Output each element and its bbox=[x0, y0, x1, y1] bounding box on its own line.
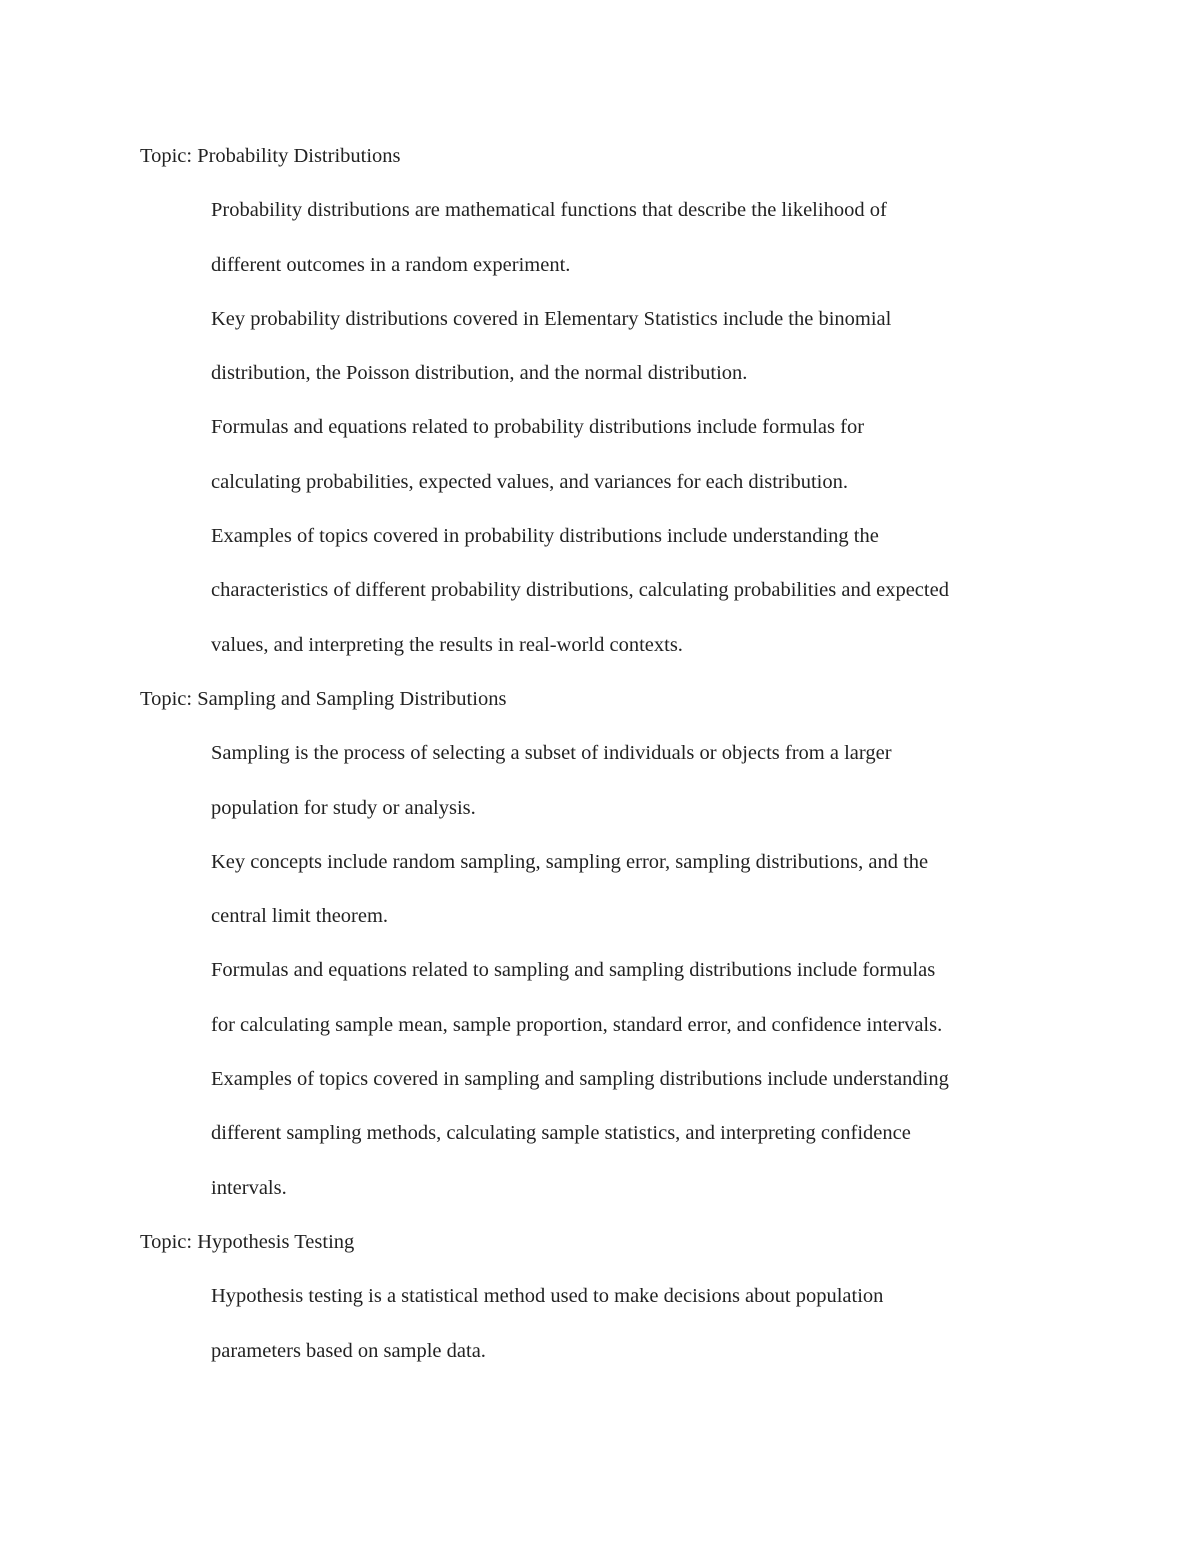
text-line: parameters based on sample data. bbox=[211, 1339, 486, 1362]
text-line: characteristics of different probability distributions, calculating probabilities and expected bbox=[211, 579, 949, 602]
text-line: Probability distributions are mathematical functions that describe the likelihood of bbox=[211, 199, 887, 222]
topic-heading: Topic: Sampling and Sampling Distributions bbox=[140, 687, 507, 710]
paragraph bbox=[140, 726, 1075, 835]
text-line: Hypothesis testing is a statistical method used to make decisions about population bbox=[211, 1285, 884, 1308]
section-sampling-distributions bbox=[140, 672, 1075, 1215]
text-line: Formulas and equations related to probability distributions include formulas for bbox=[211, 416, 865, 439]
document-body bbox=[140, 129, 1075, 1378]
text-line: values, and interpreting the results in real-world contexts. bbox=[211, 633, 683, 656]
text-line: central limit theorem. bbox=[211, 905, 389, 928]
section-hypothesis-testing bbox=[140, 1215, 1075, 1378]
text-line: population for study or analysis. bbox=[211, 796, 476, 819]
paragraph bbox=[140, 835, 1075, 944]
text-line: Examples of topics covered in probability distributions include understanding the bbox=[211, 525, 879, 548]
topic-heading: Topic: Probability Distributions bbox=[140, 145, 401, 167]
text-line: Key probability distributions covered in Elementary Statistics include the binomial bbox=[211, 307, 892, 330]
text-line: for calculating sample mean, sample proportion, standard error, and confidence intervals. bbox=[211, 1013, 943, 1036]
section-probability-distributions bbox=[140, 129, 1075, 672]
text-line: intervals. bbox=[211, 1176, 287, 1199]
paragraph bbox=[140, 292, 1075, 401]
paragraph bbox=[140, 400, 1075, 509]
paragraph bbox=[140, 1269, 1075, 1378]
paragraph bbox=[140, 509, 1075, 672]
text-line: Formulas and equations related to sampling and sampling distributions include formulas bbox=[211, 959, 936, 982]
text-line: different outcomes in a random experiment. bbox=[211, 253, 571, 276]
text-line: different sampling methods, calculating sample statistics, and interpreting confidence bbox=[211, 1122, 911, 1145]
text-line: Key concepts include random sampling, sampling error, sampling distributions, and the bbox=[211, 850, 929, 873]
paragraph bbox=[140, 183, 1075, 292]
text-line: Sampling is the process of selecting a subset of individuals or objects from a larger bbox=[211, 742, 892, 765]
topic-heading: Topic: Hypothesis Testing bbox=[140, 1230, 355, 1253]
text-line: calculating probabilities, expected values, and variances for each distribution. bbox=[211, 470, 848, 493]
text-line: Examples of topics covered in sampling and sampling distributions include understanding bbox=[211, 1068, 949, 1091]
paragraph bbox=[140, 943, 1075, 1052]
text-line: distribution, the Poisson distribution, and the normal distribution. bbox=[211, 362, 748, 385]
paragraph bbox=[140, 1052, 1075, 1215]
